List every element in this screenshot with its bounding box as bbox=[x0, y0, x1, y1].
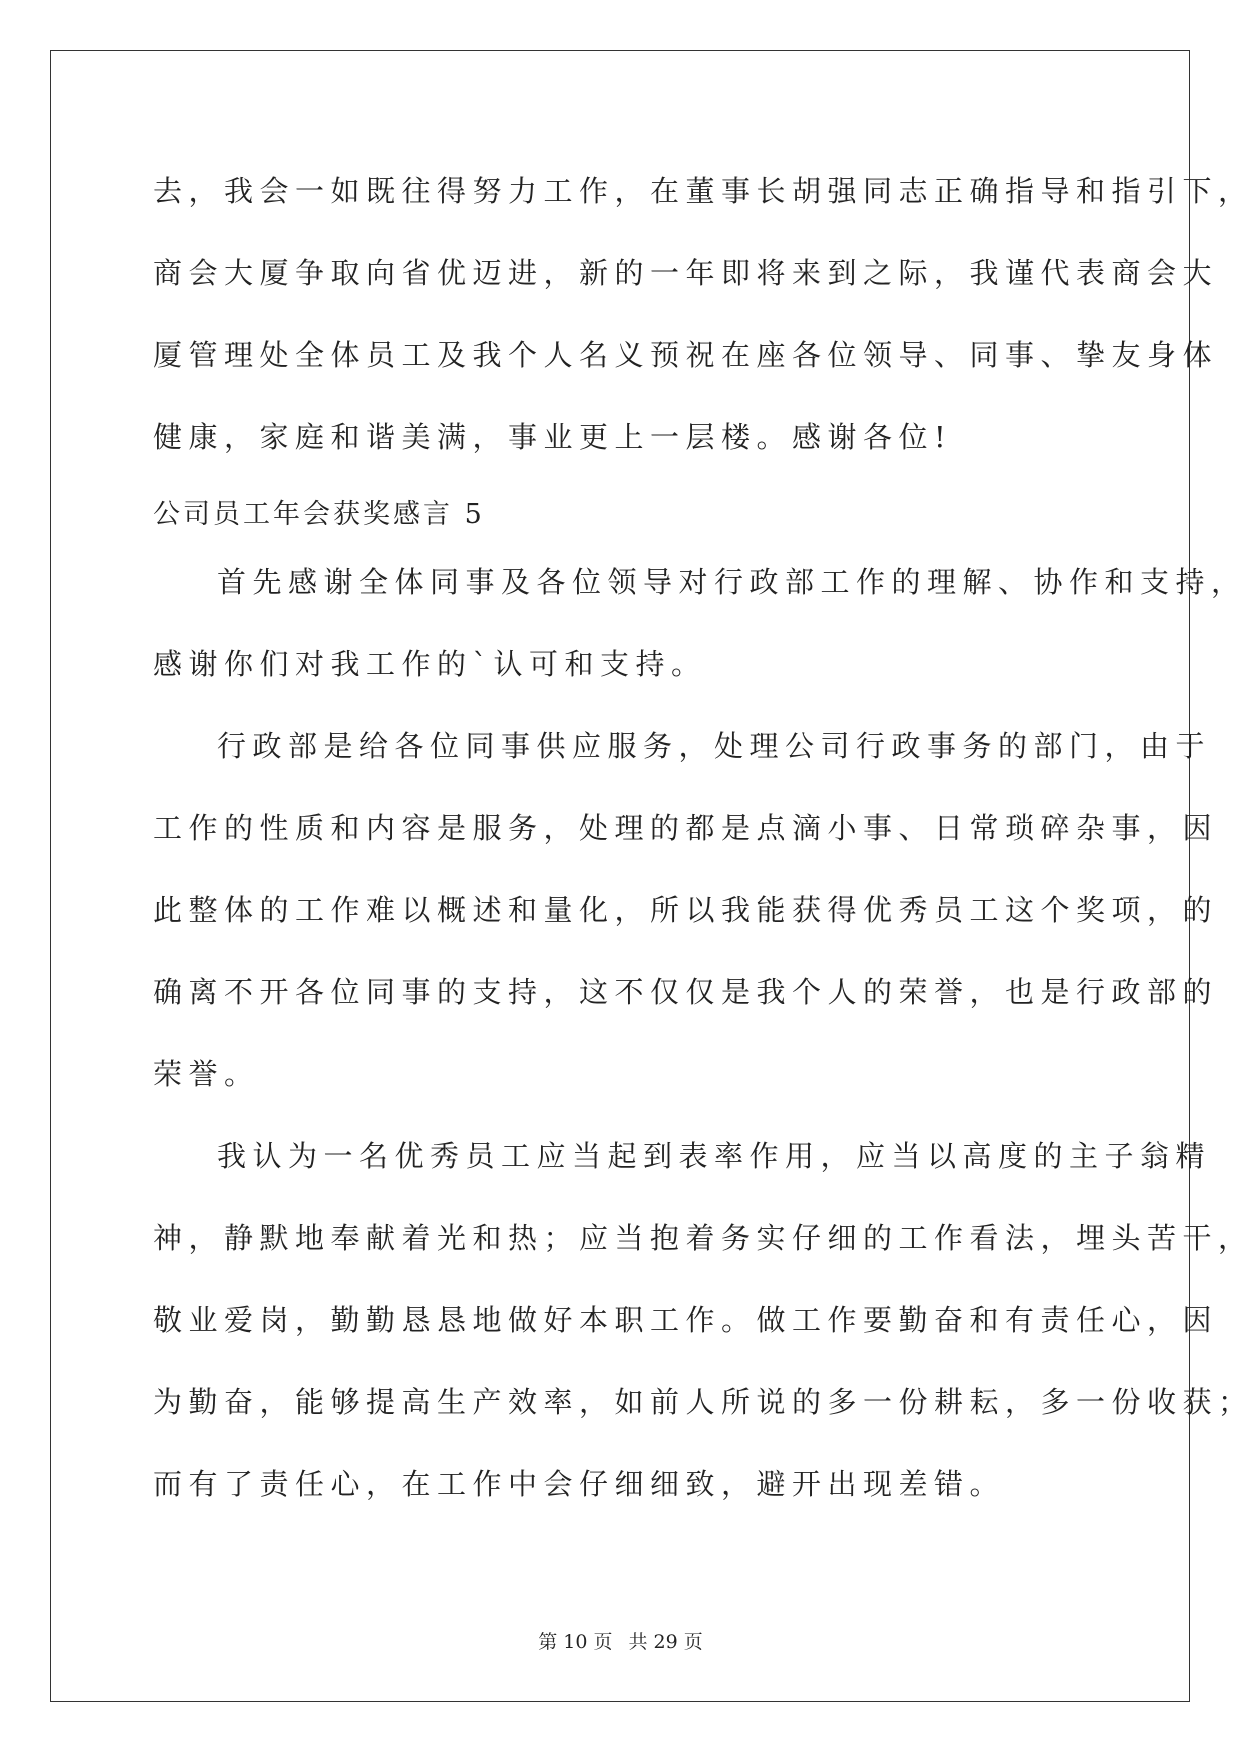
paragraph-first-line: 首先感谢全体同事及各位领导对行政部工作的理解、协作和支持， bbox=[217, 565, 1247, 599]
page-total: 共 29 页 bbox=[628, 1631, 703, 1653]
section-heading: 公司员工年会获奖感言 5 bbox=[153, 499, 485, 530]
document-body bbox=[153, 165, 1254, 1540]
text-line: 而有了责任心，在工作中会仔细细致，避开出现差错。 bbox=[153, 1467, 1006, 1501]
text-line: 商会大厦争取向省优迈进，新的一年即将来到之际，我谨代表商会大 bbox=[153, 256, 1219, 290]
text-line: 健康，家庭和谐美满，事业更上一层楼。感谢各位! bbox=[153, 420, 953, 454]
text-line: 确离不开各位同事的支持，这不仅仅是我个人的荣誉，也是行政部的 bbox=[153, 975, 1219, 1009]
text-line: 神，静默地奉献着光和热；应当抱着务实仔细的工作看法，埋头苦干， bbox=[153, 1221, 1254, 1255]
page-number: 第 10 页 bbox=[538, 1631, 613, 1653]
text-line: 荣誉。 bbox=[153, 1057, 260, 1091]
text-line: 感谢你们对我工作的`认可和支持。 bbox=[153, 647, 707, 681]
text-line: 厦管理处全体员工及我个人名义预祝在座各位领导、同事、挚友身体 bbox=[153, 338, 1219, 372]
text-line: 去，我会一如既往得努力工作，在董事长胡强同志正确指导和指引下， bbox=[153, 174, 1254, 208]
page-footer bbox=[0, 1627, 1241, 1654]
text-line: 此整体的工作难以概述和量化，所以我能获得优秀员工这个奖项，的 bbox=[153, 893, 1219, 927]
paragraph-first-line: 我认为一名优秀员工应当起到表率作用，应当以高度的主子翁精 bbox=[217, 1139, 1212, 1173]
paragraph-first-line: 行政部是给各位同事供应服务，处理公司行政事务的部门，由于 bbox=[217, 729, 1212, 763]
text-line: 敬业爱岗，勤勤恳恳地做好本职工作。做工作要勤奋和有责任心，因 bbox=[153, 1303, 1219, 1337]
text-line: 为勤奋，能够提高生产效率，如前人所说的多一份耕耘，多一份收获； bbox=[153, 1385, 1254, 1419]
text-line: 工作的性质和内容是服务，处理的都是点滴小事、日常琐碎杂事，因 bbox=[153, 811, 1219, 845]
